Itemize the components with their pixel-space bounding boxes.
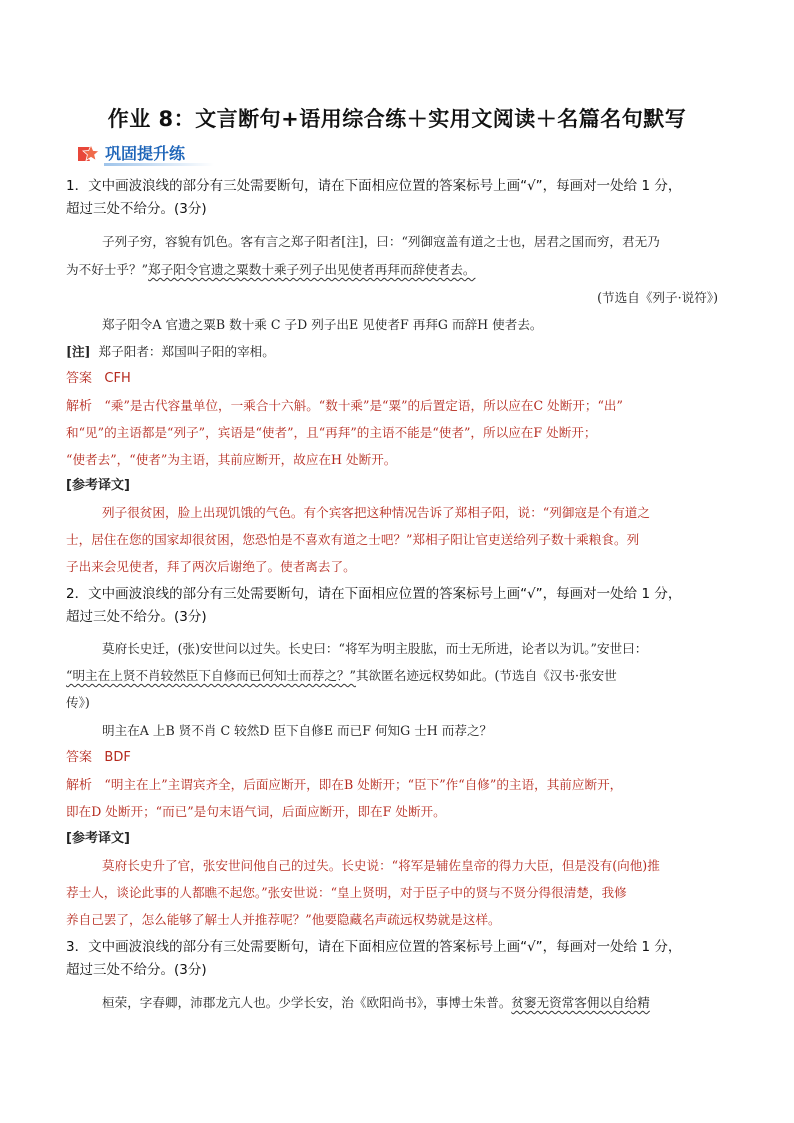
q2-passage-line-2	[66, 666, 617, 686]
q1-passage-line-1: 子列子穷，容貌有饥色。客有言之郑子阳者[注]，曰：“列御寇盖有道之士也，居君之国而穷，君无乃	[102, 234, 660, 249]
q1-translation-line-2: 士，居住在您的国家却很贫困，您恐怕是不喜欢有道之士吧？”郑相子阳让官吏送给列子数十乘粮食。列	[66, 532, 640, 547]
q1-analysis-line-3: “使者去”，“使者”为主语，其前应断开，故应在H 处断开。	[66, 452, 397, 467]
page-title: 作业 8：文言断句+语用综合练＋实用文阅读＋名篇名句默写	[107, 107, 687, 131]
q1-translation-line-1: 列子很贫困，脸上出现饥饿的气色。有个宾客把这种情况告诉了郑相子阳，说：“列御寇是个有道之	[102, 505, 650, 520]
q1-source: (节选自《列子·说符》)	[597, 290, 718, 305]
q2-analysis-label: 解析	[66, 778, 93, 793]
q2-options: 明主在A 上B 贤不肖 C 较然D 臣下自修E 而已F 何知G 士H 而荐之？	[102, 723, 493, 738]
q1-note-text: 郑子阳者：郑国叫子阳的宰相。	[98, 344, 275, 359]
q2-stem-line-1: 2．文中画波浪线的部分有三处需要断句，请在下面相应位置的答案标号上画“√”，每画对一处给 1 分，	[66, 586, 682, 602]
q1-options: 郑子阳令A 官遗之粟B 数十乘 C 子D 列子出E 见使者F 再拜G 而辞H 使者去。	[102, 317, 543, 332]
q1-analysis-text-1: “乘”是古代容量单位，一乘合十六斛。“数十乘”是“粟”的后置定语，所以应在C 处断开；“出”	[104, 398, 623, 413]
q3-passage-plain: 桓荣，字春卿，沛郡龙亢人也。少学长安，治《欧阳尚书》，事博士朱普。	[102, 995, 512, 1010]
q1-answer-value: CFH	[104, 371, 131, 386]
q1-stem-line-1: 1．文中画波浪线的部分有三处需要断句，请在下面相应位置的答案标号上画“√”，每画对一处给 1 分，	[66, 178, 682, 194]
q3-stem-line-2: 超过三处不给分。(3分)	[66, 962, 207, 978]
banner-underline	[104, 163, 214, 166]
q2-translation-label: [参考译文]	[66, 831, 130, 846]
q1-stem-line-2: 超过三处不给分。(3分)	[66, 201, 207, 217]
q2-passage-line-3: 传》)	[66, 695, 90, 710]
q2-answer	[66, 748, 131, 768]
q1-note-label: [注]	[66, 344, 91, 359]
q2-stem-line-2: 超过三处不给分。(3分)	[66, 609, 207, 625]
q2-answer-value: BDF	[104, 750, 131, 765]
star-ribbon-icon	[76, 144, 100, 164]
q1-note	[66, 342, 275, 362]
q2-translation-line-2: 荐士人，谈论此事的人都瞧不起您。”张安世说：“皇上贤明，对于臣子中的贤与不贤分得很清楚，我修	[66, 885, 627, 900]
q1-answer-label: 答案	[66, 371, 93, 386]
q2-passage-plain: 其欲匿名迹远权势如此。(节选自《汉书·张安世	[355, 668, 617, 683]
q1-analysis-line-2: 和“见”的主语都是“列子”，宾语是“使者”，且“再拜”的主语不能是“使者”，所以应在F 处断开；	[66, 425, 597, 440]
q1-translation-label: [参考译文]	[66, 478, 130, 493]
q3-stem-line-1: 3．文中画波浪线的部分有三处需要断句，请在下面相应位置的答案标号上画“√”，每画对一处给 1 分，	[66, 939, 682, 955]
q2-analysis-line-1	[66, 775, 622, 796]
q2-analysis-line-2: 即在D 处断开；“而已”是句末语气词，后面应断开，即在F 处断开。	[66, 804, 446, 819]
q1-wavy-underlined-text: 郑子阳令官遗之粟数十乘子列子出见使者再拜而辞使者去。	[148, 262, 476, 277]
q3-wavy-underlined-text: 贫窭无资常客佣以自给精	[511, 995, 650, 1010]
q1-analysis-label: 解析	[66, 399, 93, 414]
q2-translation-line-1: 莫府长史升了官，张安世问他自己的过失。长史说：“将军是辅佐皇帝的得力大臣，但是没有(向他)推	[102, 858, 660, 873]
section-banner-label: 巩固提升练	[105, 144, 186, 163]
q2-passage-line-1: 莫府长史迁，(张)安世问以过失。长史曰：“将军为明主股肱，而士无所进，论者以为讥。”安世曰：	[102, 641, 648, 656]
q1-answer	[66, 369, 131, 389]
q1-passage-line-2	[66, 260, 475, 280]
q1-translation-line-3: 子出来会见使者，拜了两次后谢绝了。使者离去了。	[66, 559, 356, 574]
q1-analysis-line-1	[66, 396, 623, 417]
q2-translation-line-3: 养自己罢了，怎么能够了解士人并推荐呢？”他要隐藏名声疏远权势就是这样。	[66, 912, 501, 927]
q2-analysis-text-1: “明主在上”主谓宾齐全，后面应断开，即在B 处断开；“臣下”作“自修”的主语，其前应断开，	[104, 777, 623, 792]
q2-wavy-underlined-text: “明主在上贤不肖较然臣下自修而已何知士而荐之？”	[66, 668, 356, 683]
q3-passage-line-1	[102, 993, 650, 1013]
q1-passage-plain: 为不好士乎？”	[66, 262, 149, 277]
q2-answer-label: 答案	[66, 750, 93, 765]
